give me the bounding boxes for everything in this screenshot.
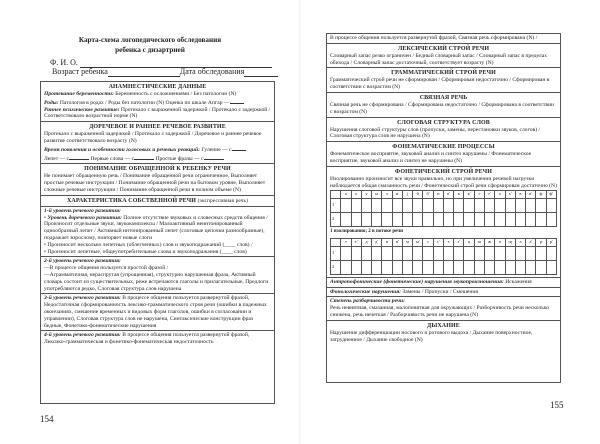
lexical-section bbox=[327, 44, 560, 69]
sound-mark-cell[interactable] bbox=[505, 199, 515, 213]
level1-sub-options[interactable]: Полное отсутствие звуковых и словесных средств общения / Произносит отдельные звуки, звукокомплексы / Малоактивный неинтонированный однообразный лепет / Активный интонированный лепет (слоговые цепочки разнообразные), подражает взрослому, повторяет новые слоги bbox=[44, 214, 268, 241]
sound-mark-cell[interactable] bbox=[464, 199, 474, 213]
corner-cell bbox=[331, 238, 341, 246]
sound-mark-cell[interactable] bbox=[361, 260, 371, 274]
sound-mark-cell[interactable] bbox=[341, 246, 351, 260]
sound-header-cell: б bbox=[413, 191, 423, 199]
sound-mark-cell[interactable] bbox=[474, 213, 484, 227]
level2-section bbox=[41, 257, 274, 294]
sound-mark-cell[interactable] bbox=[484, 199, 494, 213]
sound-mark-cell[interactable] bbox=[351, 260, 361, 274]
intro-section bbox=[327, 34, 560, 44]
sound-header-cell: н' bbox=[392, 238, 402, 246]
sound-mark-cell[interactable] bbox=[341, 199, 351, 213]
sound-mark-cell[interactable] bbox=[351, 213, 361, 227]
sound-header-cell: м bbox=[402, 238, 412, 246]
age-date-field bbox=[52, 67, 278, 77]
sound-mark-cell[interactable] bbox=[402, 246, 412, 260]
sound-header-cell: э bbox=[382, 191, 392, 199]
grammar-options[interactable]: Грамматический строй речи не сформирован / Сформирован недостаточно / Сформирован в соответствии с возрастом (N) bbox=[330, 77, 550, 91]
grammar-section bbox=[327, 68, 560, 93]
sound-mark-cell[interactable] bbox=[402, 213, 412, 227]
pregnancy-options[interactable]: Беременность с осложнениями / Без патологии (N) bbox=[113, 91, 237, 97]
fio-label: Ф. И. О. bbox=[50, 58, 78, 67]
sound-mark-cell[interactable] bbox=[361, 213, 371, 227]
sound-mark-cell[interactable] bbox=[454, 199, 464, 213]
prespeech-options[interactable]: Протекало с выраженной задержкой / Протекало с задержкой / Доречевое и раннее речевое развитие соответствовало возрасту (N) bbox=[44, 131, 262, 144]
level4-row bbox=[44, 332, 271, 346]
sound-header-cell: в bbox=[515, 191, 525, 199]
row-label-cell: 1 bbox=[331, 246, 341, 260]
intelligibility-section bbox=[327, 297, 560, 320]
level2-option-2[interactable]: —Аграмматичная, нераспрутая (упрощенная), структурно нарушенная фраза, Активный словарь состоит из существительных, реже встречаются глаголы и прилагательные, Предлоги употребляются редко, Слоговая структура слов нарушена bbox=[44, 271, 269, 292]
sound-table-2-row-1 bbox=[331, 246, 557, 260]
sound-mark-cell[interactable] bbox=[392, 199, 402, 213]
syllable-section bbox=[327, 118, 560, 143]
sound-header-cell: п bbox=[433, 191, 443, 199]
phonemic-options[interactable]: Фонематическое восприятие, звуковой анализ и синтез нарушены / Фонематическое восприятие, звуковой анализ и синтез не нарушены (N) bbox=[330, 151, 532, 164]
sound-header-cell: м' bbox=[413, 238, 423, 246]
sound-mark-cell[interactable] bbox=[392, 260, 402, 274]
age-input-line[interactable] bbox=[108, 68, 180, 77]
sound-mark-cell[interactable] bbox=[546, 213, 556, 227]
sound-mark-cell[interactable] bbox=[515, 260, 525, 274]
sound-mark-cell[interactable] bbox=[433, 213, 443, 227]
sound-mark-cell[interactable] bbox=[423, 246, 433, 260]
sound-mark-cell[interactable] bbox=[361, 199, 371, 213]
anthropophonic-label: Антропофонические (фонетические) нарушения звукопроизношения: bbox=[330, 278, 504, 285]
left-form-box bbox=[40, 81, 275, 404]
sound-header-cell: з bbox=[443, 238, 453, 246]
sound-table-2 bbox=[330, 238, 557, 275]
level1-section bbox=[41, 207, 274, 258]
sound-header-cell: д' bbox=[372, 238, 382, 246]
intelligibility-label: Степень разборчивости речи: bbox=[330, 298, 405, 305]
sound-mark-cell[interactable] bbox=[443, 260, 453, 274]
sound-header-cell: х bbox=[495, 191, 505, 199]
phonetic-heading: ФОНЕТИЧЕСКИЙ СТРОЙ РЕЧИ bbox=[395, 168, 492, 175]
level3-label: 3-й уровень речевого развития: bbox=[44, 295, 121, 302]
sound-table-1-row-1 bbox=[331, 199, 557, 213]
sound-mark-cell[interactable] bbox=[372, 260, 382, 274]
level1-bullet-3-text[interactable]: Произносит лепетные, общеупотребительные слова и звукоподражания (____ слов) bbox=[47, 248, 247, 255]
sound-header-cell: j bbox=[402, 191, 412, 199]
sound-header-cell: з' bbox=[454, 238, 464, 246]
sound-header-cell: р bbox=[536, 238, 546, 246]
sound-mark-cell[interactable] bbox=[505, 260, 515, 274]
comprehension-section bbox=[41, 164, 274, 195]
own-speech-heading-sub: (экспрессивная речь) bbox=[197, 197, 248, 204]
sound-header-cell: к' bbox=[464, 191, 474, 199]
sound-mark-cell[interactable] bbox=[474, 199, 484, 213]
sound-mark-cell[interactable] bbox=[433, 199, 443, 213]
sound-table-2-row-2 bbox=[331, 260, 557, 274]
birth-row bbox=[44, 98, 271, 107]
syllable-options[interactable]: Нарушения слоговой структуры слов (пропуски, замены, перестановки звуков, слогов) / Слоговая структура слов не нарушена (N) bbox=[330, 126, 541, 140]
sound-mark-cell[interactable] bbox=[526, 260, 536, 274]
level1-bullet-2: • Произносит несколько лепетных (облегченных) слов и звукоподражаний (____ слов) / bbox=[44, 241, 253, 248]
sound-mark-cell[interactable] bbox=[495, 199, 505, 213]
sound-mark-cell[interactable] bbox=[515, 199, 525, 213]
sound-mark-cell[interactable] bbox=[443, 199, 453, 213]
coherent-options[interactable]: Связная речь не сформирована / Сформирована недостаточно / Сформирована в соответствии с возрастом (N) bbox=[330, 101, 554, 115]
sound-header-cell: к bbox=[454, 191, 464, 199]
sound-mark-cell[interactable] bbox=[505, 213, 515, 227]
lepet-blank[interactable] bbox=[69, 154, 89, 160]
sound-mark-cell[interactable] bbox=[515, 213, 525, 227]
sound-header-cell: щ bbox=[505, 238, 515, 246]
anthropophonic-section bbox=[327, 278, 560, 288]
level4-text[interactable]: В процессе общения пользуется развернутой фразой, Лексико-грамматическая и фонетико-фонематическая недостаточность bbox=[44, 332, 250, 346]
sound-header-cell: т' bbox=[351, 238, 361, 246]
sound-mark-cell[interactable] bbox=[454, 246, 464, 260]
title-line-1: Карта-схема логопедического обследования bbox=[78, 36, 222, 44]
sound-header-cell: р' bbox=[546, 238, 556, 246]
sound-mark-cell[interactable] bbox=[372, 213, 382, 227]
sound-mark-cell[interactable] bbox=[423, 260, 433, 274]
sound-mark-cell[interactable] bbox=[382, 199, 392, 213]
sound-header-cell: б' bbox=[423, 191, 433, 199]
sound-mark-cell[interactable] bbox=[341, 260, 351, 274]
sound-mark-cell[interactable] bbox=[546, 246, 556, 260]
sound-mark-cell[interactable] bbox=[382, 213, 392, 227]
sound-mark-cell[interactable] bbox=[413, 260, 423, 274]
own-speech-heading-text: ХАРАКТЕРИСТИКА СОБСТВЕННОЙ РЕЧИ bbox=[67, 197, 197, 204]
corner-cell bbox=[331, 191, 341, 199]
sound-header-cell: ж bbox=[484, 238, 494, 246]
form-title bbox=[0, 35, 300, 55]
sound-mark-cell[interactable] bbox=[484, 260, 494, 274]
sound-mark-cell[interactable] bbox=[495, 260, 505, 274]
simple-phrases-label: Простые фразы — с bbox=[155, 155, 204, 162]
early-development-options[interactable]: Протекало с выраженной задержкой / Протекало с задержкой / Соответствовало возрастной норме (N) bbox=[44, 106, 271, 120]
own-speech-heading-row bbox=[41, 196, 274, 207]
sound-mark-cell[interactable] bbox=[341, 213, 351, 227]
sound-mark-cell[interactable] bbox=[536, 246, 546, 260]
sound-header-cell: т bbox=[341, 238, 351, 246]
sound-header-cell: а bbox=[341, 191, 351, 199]
phonological-row bbox=[330, 289, 557, 296]
sound-header-cell: ц bbox=[464, 238, 474, 246]
level3-section bbox=[41, 294, 274, 331]
apgar-blank[interactable] bbox=[230, 98, 244, 104]
sound-header-cell: г bbox=[474, 191, 484, 199]
prespeech-section bbox=[41, 122, 274, 164]
sound-mark-cell[interactable] bbox=[372, 199, 382, 213]
level1-label: 1-й уровень речевого развития: bbox=[44, 207, 121, 214]
sound-mark-cell[interactable] bbox=[372, 246, 382, 260]
anthropophonic-options[interactable]: Искажения bbox=[503, 278, 532, 285]
phonetic-section bbox=[327, 167, 560, 278]
sound-header-cell: п' bbox=[443, 191, 453, 199]
gulenie-blank[interactable] bbox=[232, 145, 246, 151]
early-development-row bbox=[44, 107, 271, 121]
row-label-cell: 1 bbox=[331, 199, 341, 213]
row-label-cell: 2 bbox=[331, 260, 341, 274]
sound-mark-cell[interactable] bbox=[464, 246, 474, 260]
lepet-label: Лепет — с bbox=[44, 155, 70, 162]
phonemic-heading: ФОНЕМАТИЧЕСКИЕ ПРОЦЕССЫ bbox=[392, 144, 495, 151]
sound-header-cell: г' bbox=[484, 191, 494, 199]
sound-header-cell: д bbox=[361, 238, 371, 246]
sound-mark-cell[interactable] bbox=[351, 199, 361, 213]
first-words-label: Первые слова — с bbox=[90, 155, 135, 162]
milestones-row bbox=[44, 154, 271, 163]
lexical-heading: ЛЕКСИЧЕСКИЙ СТРОЙ РЕЧИ bbox=[397, 45, 490, 52]
sound-mark-cell[interactable] bbox=[484, 246, 494, 260]
anamnesis-section bbox=[41, 82, 274, 122]
level1-bullet-1: • Уровень доречевого развития: Полное отсутствие звуковых и словесных средств общения / Произносит отдельные звуки, звукокомплексы / Малоактивный неинтонированный однообразный лепет / Активный интонированный лепет (слоговые цепочки разнообразные), подражает взрослому, повторяет новые слоги bbox=[44, 214, 268, 241]
sound-header-cell: с bbox=[423, 238, 433, 246]
sound-header-cell: ш bbox=[474, 238, 484, 246]
sound-mark-cell[interactable] bbox=[546, 199, 556, 213]
sound-mark-cell[interactable] bbox=[423, 199, 433, 213]
intro-text[interactable]: В процессе общения пользуется развернутой фразой, Связная речь сформирована (N) / bbox=[330, 35, 538, 41]
sound-mark-cell[interactable] bbox=[474, 246, 484, 260]
sound-mark-cell[interactable] bbox=[495, 213, 505, 227]
sound-mark-cell[interactable] bbox=[392, 246, 402, 260]
first-words-blank[interactable] bbox=[134, 154, 154, 160]
page-number-right: 155 bbox=[550, 400, 564, 410]
sound-mark-cell[interactable] bbox=[464, 260, 474, 274]
comprehension-options[interactable]: Не понимает обращенную речь / Понимание обращенной речи ограниченное, Выполняет простые речевые инструкции / Понимание обращенной речи на бытовом уровне, Выполняет сложные речевые инструкции / Понимание обращенной речи в полном объеме (N) bbox=[44, 173, 266, 193]
sound-mark-cell[interactable] bbox=[413, 199, 423, 213]
sound-mark-cell[interactable] bbox=[536, 199, 546, 213]
right-page bbox=[300, 0, 600, 444]
sound-table-1-header bbox=[331, 191, 557, 199]
sound-mark-cell[interactable] bbox=[382, 246, 392, 260]
birth-label: Роды: bbox=[44, 99, 59, 106]
sound-mark-cell[interactable] bbox=[382, 260, 392, 274]
early-development-label: Раннее психическое развитие: bbox=[44, 106, 120, 113]
level4-label: 4-й уровень речевого развития: bbox=[44, 332, 121, 339]
sound-mark-cell[interactable] bbox=[423, 213, 433, 227]
sound-mark-cell[interactable] bbox=[464, 213, 474, 227]
sound-header-cell: о bbox=[351, 191, 361, 199]
sound-mark-cell[interactable] bbox=[413, 246, 423, 260]
breathing-section bbox=[327, 321, 560, 345]
phonemic-section bbox=[327, 142, 560, 167]
reactions-row bbox=[44, 145, 271, 154]
phonological-label: Фонологические нарушения: bbox=[330, 288, 402, 295]
gulenie-label: Гуление — с bbox=[199, 146, 232, 153]
reactions-label: Время появления и особенности голосовых и речевых реакций: bbox=[44, 146, 200, 153]
sound-header-cell: ы bbox=[372, 191, 382, 199]
sound-table-1-row-2 bbox=[331, 213, 557, 227]
table-legend: 1 изолированно; 2 в потоке речи bbox=[330, 229, 403, 235]
anamnesis-heading: АНАМНЕСТИЧЕСКИЕ ДАННЫЕ bbox=[108, 84, 207, 90]
sound-mark-cell[interactable] bbox=[443, 246, 453, 260]
level1-bullet-2-text[interactable]: Произносит несколько лепетных (облегченных) слов и звукоподражаний (____ слов) / bbox=[47, 241, 253, 248]
level2-label: 2-й уровень речевого развития: bbox=[44, 258, 121, 265]
coherent-heading: СВЯЗНАЯ РЕЧЬ bbox=[419, 94, 468, 101]
grammar-heading: ГРАММАТИЧЕСКИЙ СТРОЙ РЕЧИ bbox=[391, 70, 496, 77]
sound-mark-cell[interactable] bbox=[361, 246, 371, 260]
sound-header-cell: х' bbox=[505, 191, 515, 199]
sound-header-cell: ф' bbox=[546, 191, 556, 199]
sound-mark-cell[interactable] bbox=[433, 246, 443, 260]
sound-mark-cell[interactable] bbox=[474, 260, 484, 274]
sound-mark-cell[interactable] bbox=[505, 246, 515, 260]
date-label: Дата обследования bbox=[179, 67, 245, 76]
sound-table-2-header bbox=[331, 238, 557, 246]
lexical-options[interactable]: Словарный запас резко ограничен / Бедный словарный запас / Словарный запас в пределах обихода / Словарный запас достаточный, соответствует возрасту (N) bbox=[330, 52, 547, 66]
sound-mark-cell[interactable] bbox=[392, 213, 402, 227]
page-number-left: 154 bbox=[40, 414, 54, 424]
pregnancy-label: Протекание беременности: bbox=[44, 91, 114, 97]
own-speech-heading bbox=[44, 197, 271, 205]
sound-header-cell: л' bbox=[526, 238, 536, 246]
breathing-heading: ДЫХАНИЕ bbox=[427, 322, 460, 329]
sound-mark-cell[interactable] bbox=[536, 260, 546, 274]
anthropophonic-row bbox=[330, 279, 557, 286]
age-label: Возраст ребенка bbox=[52, 67, 108, 76]
row-label-cell: 2 bbox=[331, 213, 341, 227]
sound-header-cell: и bbox=[392, 191, 402, 199]
sound-mark-cell[interactable] bbox=[443, 213, 453, 227]
sound-mark-cell[interactable] bbox=[413, 213, 423, 227]
sound-mark-cell[interactable] bbox=[546, 260, 556, 274]
title-line-2: ребенка с дизартрией bbox=[115, 46, 185, 54]
sound-mark-cell[interactable] bbox=[402, 260, 412, 274]
level4-section bbox=[41, 331, 274, 347]
birth-options[interactable]: Патология в родах / Роды без патологии (N) Оценка по шкале Апгар — bbox=[58, 99, 230, 106]
sound-mark-cell[interactable] bbox=[433, 260, 443, 274]
coherent-section bbox=[327, 93, 560, 118]
simple-phrases-blank[interactable] bbox=[204, 154, 224, 160]
level1-sub-label: Уровень доречевого развития: bbox=[47, 214, 122, 221]
sound-mark-cell[interactable] bbox=[454, 213, 464, 227]
sound-header-cell: в' bbox=[526, 191, 536, 199]
sound-mark-cell[interactable] bbox=[536, 213, 546, 227]
sound-header-cell: н bbox=[382, 238, 392, 246]
sound-header-cell: с' bbox=[433, 238, 443, 246]
level3-row bbox=[44, 295, 271, 329]
sound-mark-cell[interactable] bbox=[495, 246, 505, 260]
sound-mark-cell[interactable] bbox=[402, 199, 412, 213]
pregnancy-row bbox=[44, 91, 271, 98]
sound-mark-cell[interactable] bbox=[484, 213, 494, 227]
right-form-box bbox=[326, 33, 561, 383]
syllable-heading: СЛОГОВАЯ СТРУКТУРА СЛОВ bbox=[397, 119, 490, 126]
level3-text[interactable]: В процессе общения пользуется развернутой фразой, Недостаточная сформированность лексико-грамматического строя речи (ошибки в падежных окончаниях, смешение временных и видовых форм глаголов, ошибки в согласовании и управлении), Слоговая структура слов не нарушена, Синтаксические конструкции фраз бедные, Фонетико-фонематические нарушения bbox=[44, 295, 267, 329]
sound-mark-cell[interactable] bbox=[526, 213, 536, 227]
level2-option-1[interactable]: —В процессе общения пользуется простой фразой / bbox=[44, 265, 169, 272]
sound-header-cell: л bbox=[515, 238, 525, 246]
sound-mark-cell[interactable] bbox=[351, 246, 361, 260]
sound-header-cell: ч bbox=[495, 238, 505, 246]
breathing-options[interactable]: Нарушение дифференциации носового и ротового выдоха / Дыхание поверхностное, затрудненное / Дыхание свободное (N) bbox=[330, 329, 533, 343]
sound-mark-cell[interactable] bbox=[526, 199, 536, 213]
level1-bullet-3: • Произносит лепетные, общеупотребительные слова и звукоподражания (____ слов) bbox=[44, 248, 247, 255]
sound-header-cell: у bbox=[361, 191, 371, 199]
phonological-options[interactable]: Замены / Пропуски / Смешения bbox=[401, 288, 478, 295]
intelligibility-options[interactable]: Речь невнятная, смазанная, малопонятная для окружающих / Разборчивость речи несколько снижена, речь нечеткая / Разборчивость речи не нарушена (N) bbox=[330, 305, 550, 318]
sound-mark-cell[interactable] bbox=[526, 246, 536, 260]
date-input-line[interactable] bbox=[244, 68, 278, 77]
phonological-section bbox=[327, 288, 560, 298]
comprehension-heading: ПОНИМАНИЕ ОБРАЩЕННОЙ К РЕБЕНКУ РЕЧИ bbox=[84, 166, 231, 173]
phonetic-options[interactable]: Изолированно произносит все звуки правильно, но при увеличении речевой нагрузки наблюдается общая смазанность речи / Фонетический строй речи сформирован достаточно (N) bbox=[330, 175, 557, 189]
sound-table-1 bbox=[330, 190, 557, 227]
sound-mark-cell[interactable] bbox=[454, 260, 464, 274]
prespeech-heading: ДОРЕЧЕВОЕ И РАННЕЕ РЕЧЕВОЕ РАЗВИТИЕ bbox=[89, 124, 226, 131]
sound-header-cell: ф bbox=[536, 191, 546, 199]
sound-mark-cell[interactable] bbox=[515, 246, 525, 260]
